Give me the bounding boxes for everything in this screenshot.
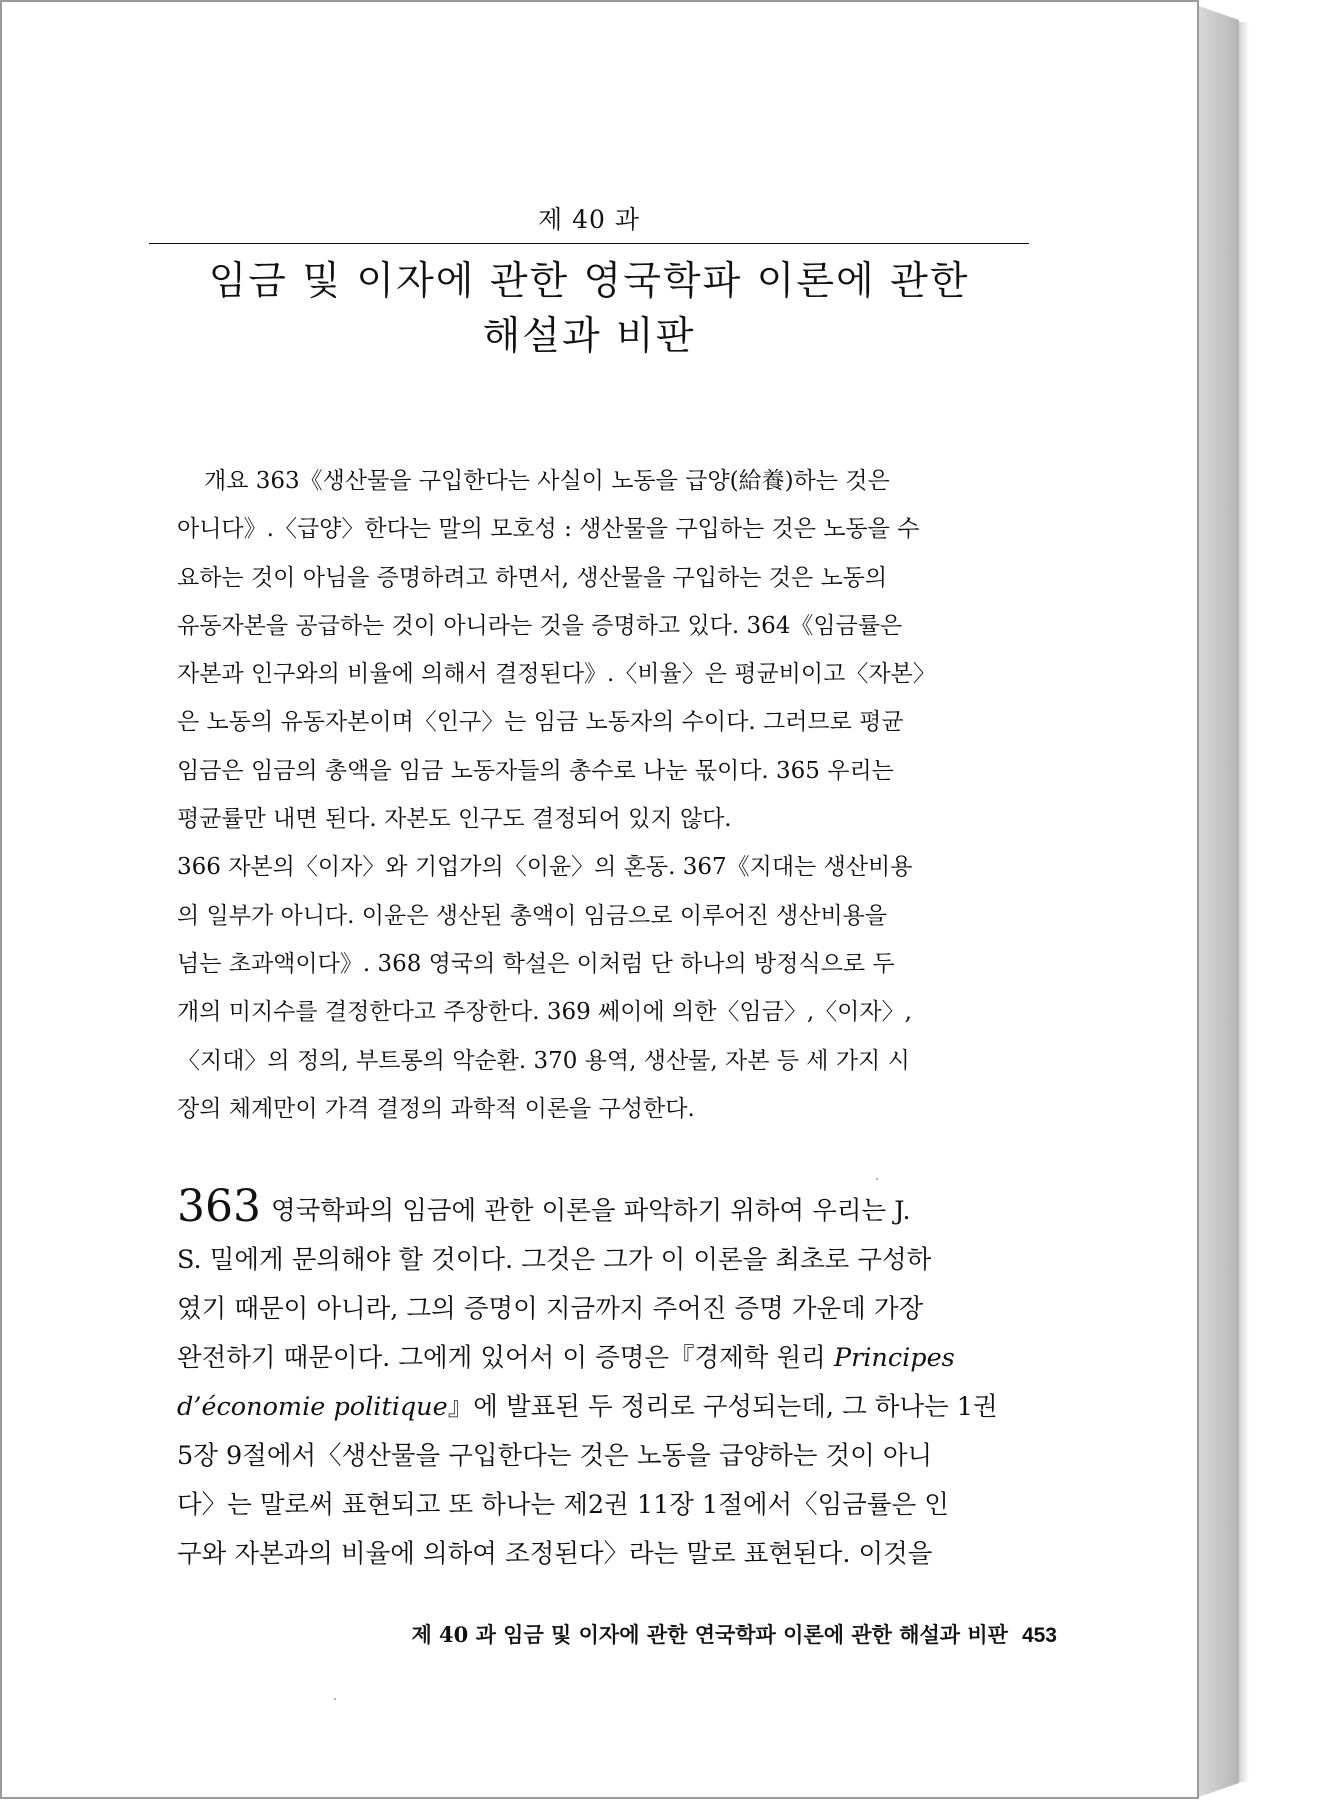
chapter-title-line-2: 해설과 비판 — [482, 314, 696, 359]
speck — [876, 1178, 878, 1180]
summary-line: 유동자본을 공급하는 것이 아니라는 것을 증명하고 있다. 364《임금률은 — [177, 612, 903, 639]
body-line — [177, 1383, 1057, 1432]
summary-line: 임금은 임금의 총액을 임금 노동자들의 총수로 나눈 몫이다. 365 우리는 — [177, 757, 894, 784]
summary-line: 개의 미지수를 결정한다고 주장한다. 369 쎄이에 의한〈임금〉,〈이자〉, — [177, 999, 912, 1026]
body-line-text: 』에 발표된 두 정리로 구성되는데, 그 하나는 1권 — [447, 1392, 998, 1422]
summary-line: 의 일부가 아니다. 이윤은 생산된 총액이 임금으로 이루어진 생산비용을 — [177, 902, 888, 929]
book-title-french-cont: d’économie politique — [177, 1392, 448, 1422]
summary-line: 자본과 인구와의 비율에 의해서 결정된다》.〈비율〉은 평균비이고〈자본〉 — [177, 661, 936, 688]
speck — [334, 1698, 336, 1700]
running-footer — [177, 1620, 1057, 1651]
summary-line: 장의 체계만이 가격 결정의 과학적 이론을 구성한다. — [177, 1095, 695, 1122]
chapter-title — [149, 254, 1029, 364]
summary-line: 넘는 초과액이다》. 368 영국의 학설은 이처럼 단 하나의 방정식으로 두 — [177, 950, 895, 977]
body-line: S. 밀에게 문의해야 할 것이다. 그것은 그가 이 이론을 최초로 구성하 — [177, 1245, 932, 1275]
book-title-french: Principes — [833, 1343, 955, 1373]
summary-line: 366 자본의〈이자〉와 기업가의〈이윤〉의 혼동. 367《지대는 생산비용 — [177, 854, 913, 881]
body-text — [177, 1182, 1057, 1579]
summary-line: 〈지대〉의 정의, 부트롱의 악순환. 370 용역, 생산물, 자본 등 세 가지 시 — [177, 1047, 910, 1074]
chapter-label: 제 40 과 — [537, 205, 640, 234]
running-head: 제 40 과 임금 및 이자에 관한 연국학파 이론에 관한 해설과 비판 — [411, 1622, 1008, 1647]
body-line-text: 영국학파의 임금에 관한 이론을 파악하기 위하여 우리는 J. — [270, 1196, 911, 1226]
body-line-text: 완전하기 때문이다. 그에게 있어서 이 증명은『경제학 원리 — [177, 1343, 834, 1373]
summary-line: 은 노동의 유동자본이며〈인구〉는 임금 노동자의 수이다. 그러므로 평균 — [177, 709, 904, 736]
body-line — [177, 1334, 1057, 1383]
chapter-summary — [177, 457, 1039, 1133]
page-number: 453 — [1021, 1624, 1057, 1647]
summary-line: 개요 363《생산물을 구입한다는 사실이 노동을 급양(給養)하는 것은 — [204, 468, 890, 494]
summary-line: 요하는 것이 아님을 증명하려고 하면서, 생산물을 구입하는 것은 노동의 — [177, 564, 888, 591]
page-shadow — [1239, 22, 1249, 1782]
chapter-title-line-1: 임금 및 이자에 관한 영국학파 이론에 관한 — [208, 259, 970, 304]
body-line: 다〉는 말로써 표현되고 또 하나는 제2권 11장 1절에서〈임금률은 인 — [177, 1490, 949, 1520]
title-rule — [149, 243, 1029, 244]
body-line — [177, 1182, 1057, 1236]
page-stack-edge — [1199, 6, 1239, 1797]
body-line: 5장 9절에서〈생산물을 구입한다는 것은 노동을 급양하는 것이 아니 — [177, 1441, 933, 1471]
summary-line: 아니다》.〈급양〉한다는 말의 모호성 : 생산물을 구입하는 것은 노동을 수 — [177, 516, 920, 543]
body-line: 였기 때문이 아니라, 그의 증명이 지금까지 주어진 증명 가운데 가장 — [177, 1294, 924, 1324]
section-number: 363 — [177, 1181, 261, 1232]
summary-line: 평균률만 내면 된다. 자본도 인구도 결정되어 있지 않다. — [177, 806, 732, 833]
body-line: 구와 자본과의 비율에 의하여 조정된다〉라는 말로 표현된다. 이것을 — [177, 1539, 933, 1569]
